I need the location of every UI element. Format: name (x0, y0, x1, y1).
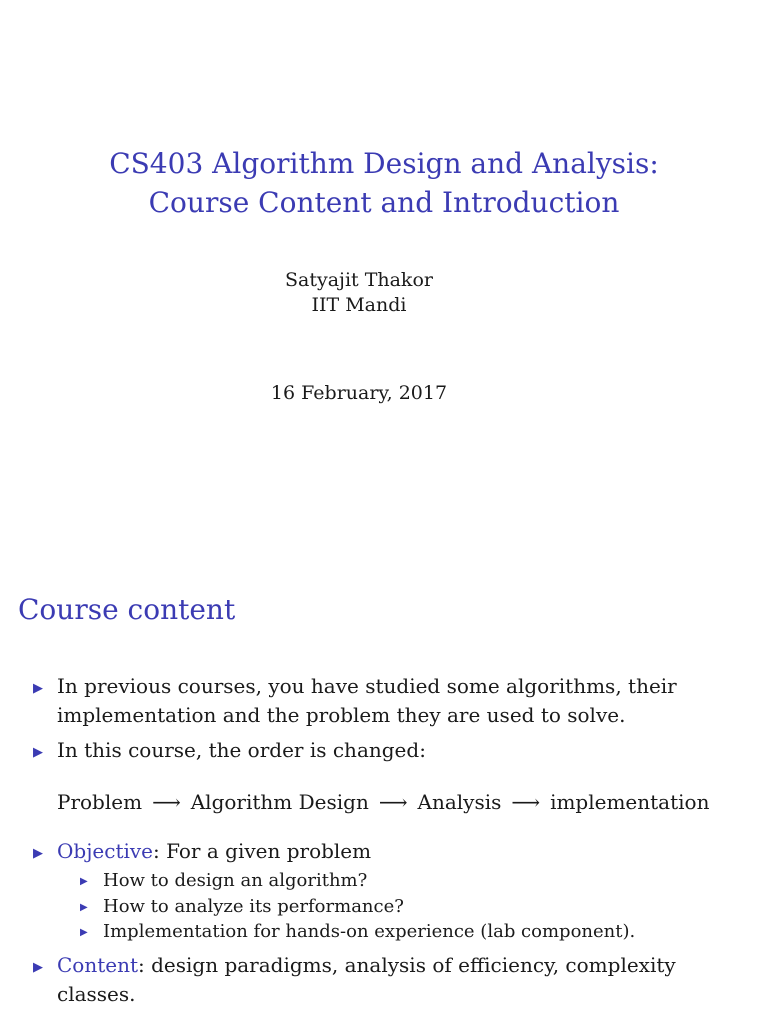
presentation-date: 16 February, 2017 (270, 382, 448, 404)
list-item-objective (57, 837, 737, 866)
bullet-icon: ▶ (33, 846, 43, 861)
frame-title: Course content (18, 593, 236, 626)
author-name: Satyajit Thakor (285, 269, 433, 291)
sub-bullet-icon: ▶ (80, 927, 88, 938)
right-arrow-icon: ⟶ (152, 790, 181, 814)
bullet-icon: ▶ (33, 960, 43, 975)
flow-step-implementation: implementation (550, 790, 710, 814)
list-item-previous-courses (57, 672, 737, 730)
sub-item-implementation: Implementation for hands-on experience (lab component). (103, 921, 636, 942)
flow-step-analysis: Analysis (417, 790, 502, 814)
presentation-title (0, 144, 768, 222)
list-item-line: implementation and the problem they are used to solve. (57, 703, 626, 727)
institute-name: IIT Mandi (311, 294, 407, 316)
content-text: : design paradigms, analysis of efficiency, complexity (138, 953, 676, 977)
flow-step-problem: Problem (57, 790, 143, 814)
content-keyword: Content (57, 953, 139, 977)
content-text-line-2: classes. (57, 982, 136, 1006)
content-slide (0, 560, 768, 1024)
list-item-line: In previous courses, you have studied some algorithms, their (57, 674, 677, 698)
sub-item-design: How to design an algorithm? (103, 870, 368, 891)
sub-item-analyze: How to analyze its performance? (103, 896, 404, 917)
objective-keyword: Objective (57, 839, 154, 863)
objective-text: : For a given problem (153, 839, 372, 863)
bullet-icon: ▶ (33, 745, 43, 760)
right-arrow-icon: ⟶ (378, 790, 408, 814)
sub-bullet-icon: ▶ (80, 876, 88, 887)
list-item-order-changed (57, 736, 737, 765)
sub-bullet-icon: ▶ (80, 902, 88, 913)
bullet-icon: ▶ (33, 681, 43, 696)
list-item-content (57, 951, 737, 1009)
right-arrow-icon: ⟶ (511, 790, 541, 814)
title-line-1: CS403 Algorithm Design and Analysis: (109, 147, 659, 180)
title-line-2: Course Content and Introduction (148, 186, 620, 219)
list-item-line: In this course, the order is changed: (57, 738, 426, 762)
flow-step-algorithm-design: Algorithm Design (190, 790, 369, 814)
course-flow (57, 788, 709, 816)
